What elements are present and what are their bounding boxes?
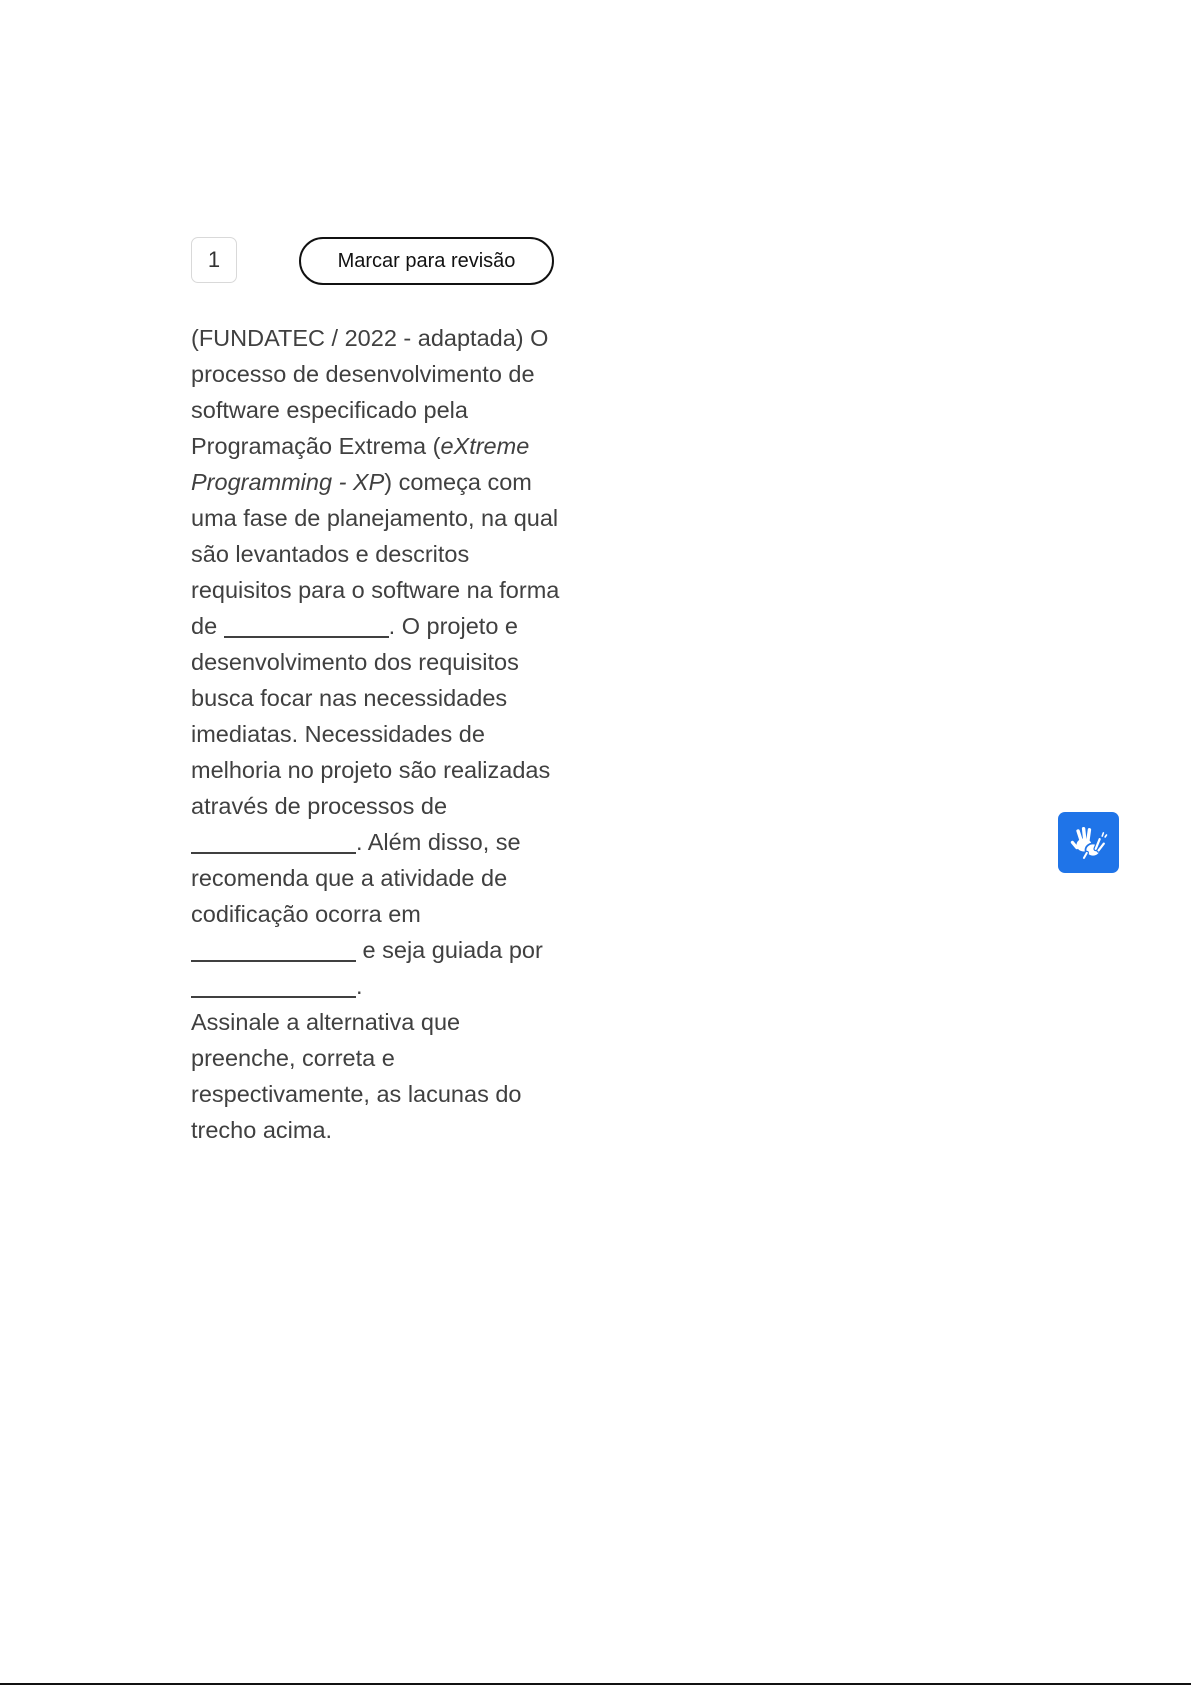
question-statement xyxy=(191,320,561,1148)
blank-3 xyxy=(191,938,356,962)
statement-text: . Além disso, se recomenda que a atividade de codificação ocorra em xyxy=(191,829,521,927)
statement-text: ) começa com uma fase de planejamento, na qual são levantados e descritos requisitos para o software na forma de xyxy=(191,469,560,639)
libras-accessibility-button[interactable] xyxy=(1058,812,1119,873)
question-number: 1 xyxy=(191,237,237,283)
blank-1 xyxy=(224,614,389,638)
blank-2 xyxy=(191,830,356,854)
statement-text: . xyxy=(356,973,363,999)
statement-text: . O projeto e desenvolvimento dos requisitos busca focar nas necessidades imediatas. Necessidades de melhoria no projeto são realizadas através de processos de xyxy=(191,613,551,819)
question-header xyxy=(191,237,554,285)
statement-instruction: Assinale a alternativa que preenche, correta e respectivamente, as lacunas do trecho acima. xyxy=(191,1009,522,1143)
statement-text: (FUNDATEC / 2022 - adaptada) O processo de desenvolvimento de software especificado pela Programação Extrema ( xyxy=(191,325,549,459)
mark-for-review-button[interactable]: Marcar para revisão xyxy=(299,237,554,285)
statement-text: e seja guiada por xyxy=(356,937,543,963)
sign-language-hands-icon xyxy=(1069,823,1109,863)
statement-italic-text: eXtreme Programming - XP xyxy=(191,433,530,495)
blank-4 xyxy=(191,974,356,998)
